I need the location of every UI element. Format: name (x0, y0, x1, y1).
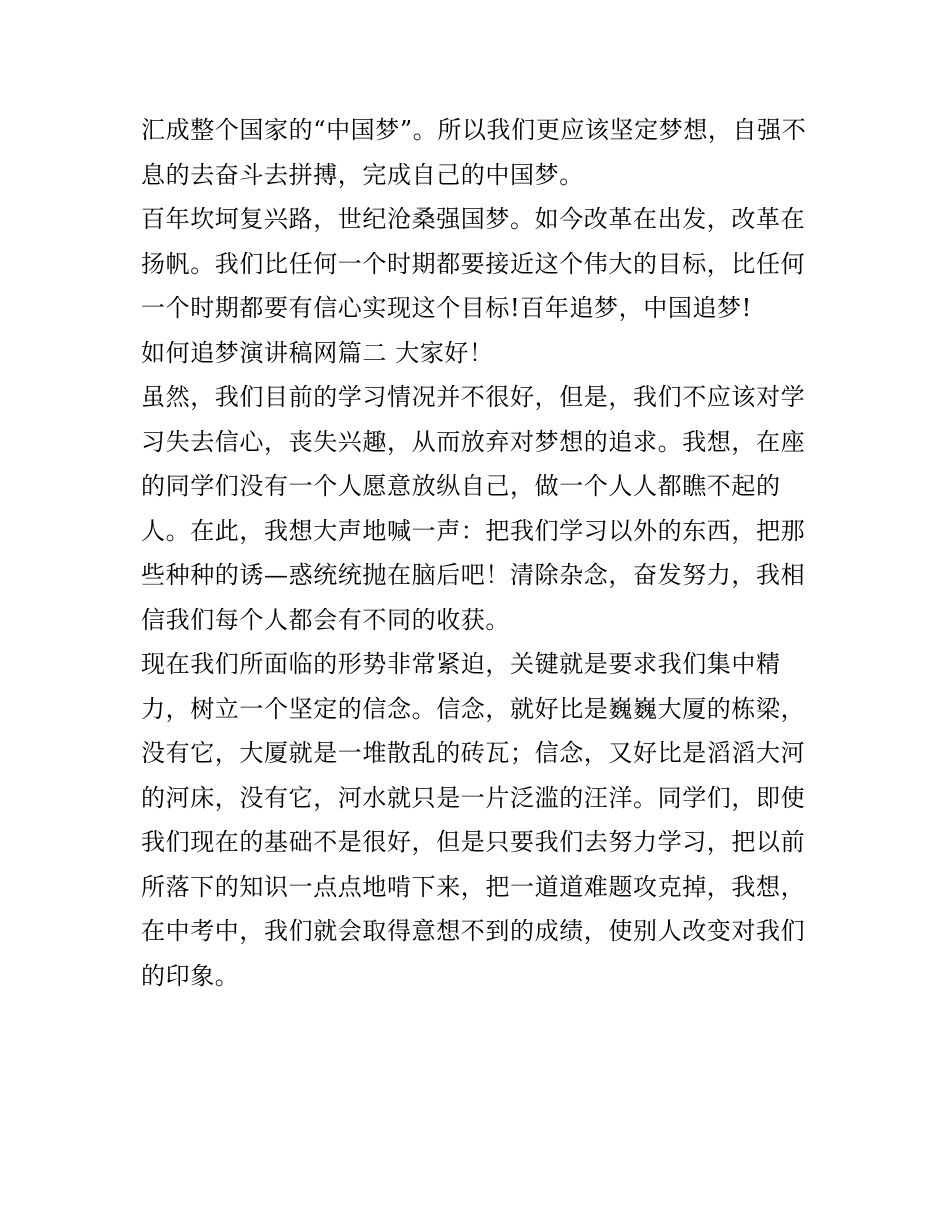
text-line: 信我们每个人都会有不同的收获。 (141, 605, 510, 634)
document-body (141, 108, 821, 998)
text-line: 习失去信心，丧失兴趣，从而放弃对梦想的追求。我想，在座 (141, 427, 806, 456)
text-line: 虽然，我们目前的学习情况并不很好，但是，我们不应该对学 (141, 383, 806, 411)
text-line: 一个时期都要有信心实现这个目标!百年追梦，中国追梦! (141, 294, 752, 322)
text-line: 所落下的知识一点点地啃下来，把一道道难题攻克掉，我想， (141, 872, 806, 901)
section-heading-line: 如何追梦演讲稿网篇二 大家好！ (141, 338, 494, 367)
text-line: 的河床，没有它，河水就只是一片泛滥的汪洋。同学们，即使 (141, 783, 806, 812)
text-line: 的印象。 (141, 961, 240, 990)
text-line: 人。在此，我想大声地喊一声：把我们学习以外的东西，把那 (141, 516, 806, 545)
text-line: 扬帆。我们比任何一个时期都要接近这个伟大的目标，比任何 (141, 249, 806, 278)
text-line: 我们现在的基础不是很好，但是只要我们去努力学习，把以前 (141, 828, 806, 856)
text-line: 力，树立一个坚定的信念。信念，就好比是巍巍大厦的栋梁， (141, 694, 806, 723)
text-line: 没有它，大厦就是一堆散乱的砖瓦；信念，又好比是滔滔大河 (141, 739, 806, 767)
text-line: 的同学们没有一个人愿意放纵自己，做一个人人都瞧不起的 (141, 472, 781, 500)
text-line: 在中考中，我们就会取得意想不到的成绩，使别人改变对我们 (141, 917, 806, 945)
text-line: 息的去奋斗去拼搏，完成自己的中国梦。 (141, 160, 584, 189)
text-line: 现在我们所面临的形势非常紧迫，关键就是要求我们集中精 (141, 650, 781, 678)
text-line: 百年坎坷复兴路，世纪沧桑强国梦。如今改革在出发，改革在 (141, 205, 806, 233)
text-line: 些种种的诱—惑统统抛在脑后吧！清除杂念，奋发努力，我相 (141, 561, 806, 589)
text-line: 汇成整个国家的“中国梦”。所以我们更应该坚定梦想，自强不 (141, 116, 807, 144)
